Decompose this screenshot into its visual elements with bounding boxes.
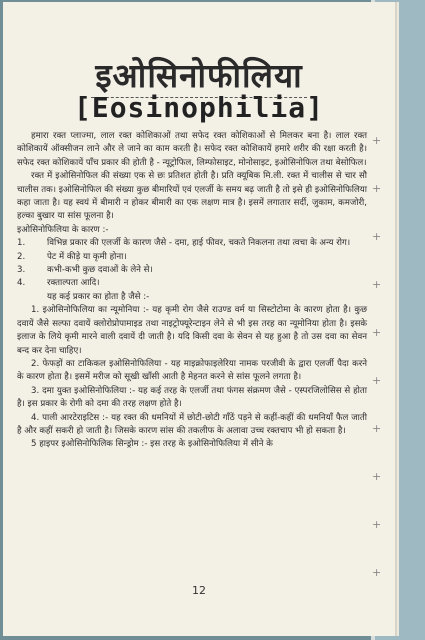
type-item-number: 5 xyxy=(31,439,37,450)
causes-list xyxy=(17,237,367,291)
list-item-number: 3. xyxy=(17,265,26,276)
list-item-text: रक्ताल्पता आदि। xyxy=(47,278,100,289)
causes-heading: इओसिनोफिलिया के कारण :- xyxy=(17,224,109,235)
list-item-text: पेट में कीड़े या कृमी होना। xyxy=(47,251,127,262)
type-item-text: पाली आरटेराइटिस :- यह रक्त की धमनियों में छोटी-छोटी गाँठें पड़ने से कहीं-कहीं की धमनियाँ फैल जाती है और कहीं सकरी हो जाती है। जिसके कारण सांस की तकलीफ के अलावा उच्च रक्तचाप भी हो सकता है। xyxy=(17,412,367,436)
list-item xyxy=(17,277,367,290)
list-item xyxy=(17,237,367,250)
plus-mark-icon: + xyxy=(372,134,382,147)
plus-mark-icon: + xyxy=(372,566,382,579)
type-item-number: 3. xyxy=(31,385,40,396)
plus-mark-icon: + xyxy=(372,374,382,387)
types-list xyxy=(17,304,367,451)
list-item xyxy=(17,264,367,277)
plus-mark-icon: + xyxy=(372,278,382,291)
type-item xyxy=(17,385,367,412)
type-item-text: फेफड़ों का टाकिकल इओसिनोफिलिया - यह माइक्रोफाइलेरिया नामक परजीवी के द्वारा एलर्जी पैदा करने के कारण होता है। इसमें मरीज को सूखी खाँसी आती है मेहनत करने से सांस फूलने लगता है। xyxy=(17,358,367,383)
type-item-number: 4. xyxy=(31,412,40,423)
list-item-text: कभी-कभी कुछ दवाओं के लेने से। xyxy=(47,265,153,276)
type-item xyxy=(17,412,367,439)
type-item-number: 2. xyxy=(31,358,40,369)
page-number: 12 xyxy=(192,584,206,597)
type-item-number: 1. xyxy=(31,305,40,316)
type-item-text: हाइपर इओसिनोफिलिक सिन्ड्रोम :- इस तरह के इओसिनोफिलिया में सीने के xyxy=(39,439,273,450)
type-item-text: दमा युक्त इओसिनोफिलिया :- यह कई तरह के एलर्जी तथा फंगस संक्रमण जैसे - एस्परजिलोसिस से होता है। इस प्रकार के रोगी को दमा की तरह लक्षण होते है। xyxy=(17,385,367,410)
plus-mark-icon: + xyxy=(372,326,382,339)
page-title-english: [Eosinophilia] xyxy=(73,91,324,124)
type-item xyxy=(17,438,367,451)
plus-mark-icon: + xyxy=(372,518,382,531)
book-page xyxy=(3,2,395,636)
plus-mark-icon: + xyxy=(372,422,382,435)
types-heading: यह कई प्रकार का होता है जैसे :- xyxy=(47,291,150,302)
plus-mark-icon: + xyxy=(372,182,382,195)
type-item xyxy=(17,358,367,385)
plus-mark-icon: + xyxy=(372,470,382,483)
intro-paragraph-2: रक्त में इओसिनोफिल की संख्या एक से छः प्रतिशत होती है। प्रति क्यूबिक मि.ली. रक्त में चालीस से चार सौ चालीस तक। इओसिनोफिल की संख्या कुछ बीमारियों एवं एलर्जी के समय बढ़ जाती है तो इसे ही इओसिनोफिलिया कहा जाता है। यह स्वयं में बीमारी न होकर बीमारी का एक लक्षण मात्र है। इसमें लगातार सर्दी, जुकाम, कमजोरी, हल्का बुखार या सांस फूलना है। xyxy=(17,171,367,222)
list-item-number: 4. xyxy=(17,278,26,289)
page-title-hindi: इओसिनोफीलिया xyxy=(3,52,395,98)
plus-mark-icon: + xyxy=(372,230,382,243)
type-item-text: इओसिनोफिलिया का न्यूमोनिया :- यह कृमी रोग जैसे राउण्ड वर्म या सिस्टोटोमा के कारण होता है। कुछ दवायें जैसे सल्फा दवायें क्लोरोप्रोपामाइड तथा नाइट्रोफ्यूरेन्टाइन लेने से भी इस तरह का न्यूमोनिया होता है। इसके इलाज के लिये कृमी मारने वाली दवायें दी जाती है। यदि किसी दवा के सेवन से यह हुआ है तो उस दवा का सेवन बन्द कर देना चाहिए। xyxy=(17,305,367,356)
type-item xyxy=(17,304,367,358)
page-body xyxy=(17,130,367,452)
list-item-number: 2. xyxy=(17,251,26,262)
list-item-number: 1. xyxy=(17,238,26,249)
intro-paragraph-1: हमारा रक्त प्लाज्मा, लाल रक्त कोशिकाओं तथा सफेद रक्त कोशिकाओं से मिलकर बना है। लाल रक्त कोशिकायें ऑक्सीजन लाने और ले जाने का काम करती है। सफेद रक्त कोशिकायें हमारे शरीर की रक्षा करती है। सफेद रक्त कोशिकायें पाँच प्रकार की होती है - न्यूट्रोफिल, लिम्फोसाइट, मोनोसाइट, इओसिनोफिल तथा बेसोफिल। xyxy=(17,131,367,168)
list-item-text: विभिन्न प्रकार की एलर्जी के कारण जैसे - दमा, हाई फीवर, चकते निकलना तथा त्वचा के अन्य रोग। xyxy=(47,238,351,249)
list-item xyxy=(17,251,367,264)
